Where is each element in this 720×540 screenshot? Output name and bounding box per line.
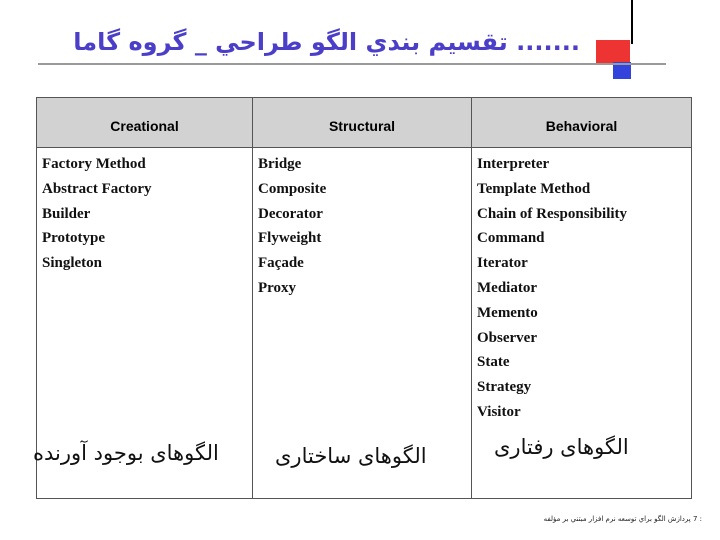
pattern-item: Template Method — [477, 180, 591, 197]
behavioral-persian-label: الگوهای رفتاری — [494, 435, 629, 459]
structural-persian-label: الگوهای ساختاری — [275, 444, 427, 468]
pattern-item: Command — [477, 230, 545, 247]
pattern-item: Singleton — [42, 255, 103, 272]
pattern-item: Iterator — [477, 255, 528, 272]
creational-persian-label: الگوهای بوجود آورنده — [33, 441, 219, 465]
pattern-item: Bridge — [258, 156, 302, 172]
pattern-item: Composite — [258, 180, 327, 197]
pattern-item: Strategy — [477, 379, 532, 396]
pattern-item: Abstract Factory — [42, 180, 152, 197]
pattern-item: Façade — [258, 255, 304, 272]
structural-cell — [253, 148, 472, 499]
pattern-item: Decorator — [258, 205, 323, 222]
pattern-item: State — [477, 354, 510, 371]
pattern-item: Interpreter — [477, 156, 550, 172]
header-creational: Creational — [37, 98, 253, 148]
pattern-item: Builder — [42, 205, 91, 222]
pattern-item: Visitor — [477, 403, 521, 420]
table-header-row — [37, 98, 692, 148]
header-structural: Structural — [253, 98, 472, 148]
pattern-item: Flyweight — [258, 230, 322, 247]
pattern-item: Memento — [477, 304, 538, 321]
behavioral-cell — [472, 148, 692, 499]
slide-title: ....... تقسيم بندي الگو طراحي _ گروه گاما — [73, 28, 580, 56]
pattern-item: Proxy — [258, 279, 297, 296]
decor-red-square — [596, 40, 630, 64]
title-underline — [38, 63, 666, 65]
pattern-item: Mediator — [477, 279, 537, 296]
slide-footer: : 7 پردازش الگو براي توسعه نرم افزار مبتني بر مؤلفه — [543, 515, 702, 523]
pattern-item: Chain of Responsibility — [477, 205, 628, 222]
creational-cell — [33, 148, 253, 499]
pattern-item: Factory Method — [42, 156, 146, 172]
table-row — [37, 148, 692, 499]
pattern-item: Observer — [477, 329, 537, 346]
decor-vertical-line — [631, 0, 633, 44]
patterns-table — [33, 97, 692, 499]
header-behavioral: Behavioral — [472, 98, 692, 148]
pattern-item: Prototype — [42, 230, 106, 247]
